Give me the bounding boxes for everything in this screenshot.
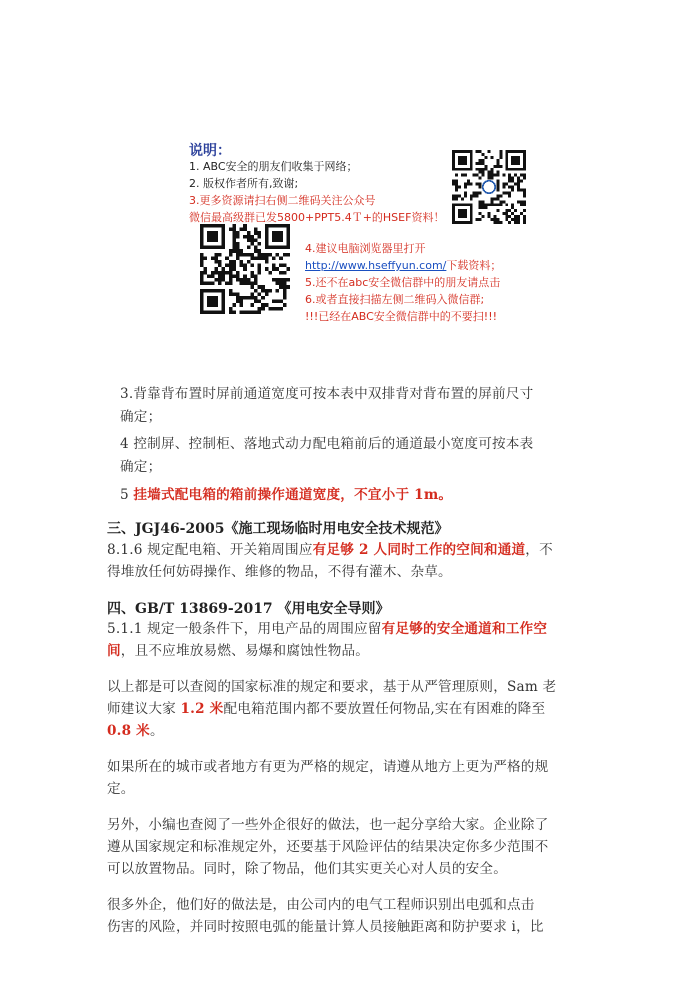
para3-line-3: 可以放置物品。同时，除了物品，他们其实更关心对人员的安全。	[107, 861, 508, 877]
notice-line-5: 4.建议电脑浏览器里打开	[305, 242, 426, 255]
para1-line-1: 以上都是可以查阅的国家标准的规定和要求，基于从严管理原则，Sam 老	[107, 679, 557, 695]
para1-text-red: 1.2 米	[180, 701, 224, 717]
sec4-text-red-2: 间	[107, 643, 121, 659]
para1-text-a: 师建议大家	[107, 701, 181, 717]
notice-line-4: 微信最高级群已发5800+PPT5.4Ｔ+的HSEF资料！	[189, 211, 445, 224]
para1-text-b: 配电箱范围内都不要放置任何物品,实在有困难的降至	[223, 701, 546, 717]
notice-link-line	[305, 257, 501, 274]
sec3-text-b: ，不	[525, 542, 553, 558]
para3-line-1: 另外，小编也查阅了一些外企很好的做法，也一起分享给大家。企业除了	[107, 817, 549, 833]
notice-line-3: 3.更多资源请扫右侧二维码关注公众号	[189, 194, 376, 207]
notice-line-1: 1. ABC安全的朋友们收集于网络；	[189, 160, 358, 173]
download-link[interactable]: http://www.hseffyun.com/	[305, 259, 447, 272]
para1-text-c: 。	[149, 723, 164, 739]
notice-line-7: 5.还不在abc安全微信群中的朋友请点击	[305, 276, 501, 289]
p5-prefix: 5	[120, 487, 134, 503]
p5-red: 挂墙式配电箱的箱前操作通道宽度，不宜小于 1m。	[133, 487, 453, 503]
notice-line-8: 6.或者直接扫描左侧二维码入微信群;	[305, 293, 485, 306]
sec4-text-red: 有足够的安全通道和工作空	[381, 621, 548, 637]
download-link-suffix: 下载资料；	[446, 259, 502, 272]
sec3-line-1	[107, 539, 553, 562]
section-3-heading: 三、JGJ46-2005《施工现场临时用电安全技术规范》	[107, 521, 449, 537]
para3-line-2: 遵从国家规定和标准规定外，还要基于风险评估的结果决定你多少范围不	[107, 839, 549, 855]
section-4-heading: 四、GB/T 13869-2017 《用电安全导则》	[107, 601, 390, 617]
notice-line-9: !!!已经在ABC安全微信群中的不要扫!!!	[305, 310, 498, 323]
p3-line-2: 确定；	[120, 409, 162, 425]
p3-line-1: 3.背靠背布置时屏前通道宽度可按本表中双排背对背布置的屏前尺寸	[120, 386, 534, 402]
sec3-text-a: 8.1.6 规定配电箱、开关箱周围应	[107, 542, 313, 558]
para1-line-3	[107, 720, 164, 743]
notice-title: 说明：	[189, 143, 231, 159]
p5-line	[120, 484, 452, 507]
p4-line-1: 4 控制屏、控制柜、落地式动力配电箱前后的通道最小宽度可按本表	[120, 436, 534, 452]
para1-text-red-2: 0.8 米	[107, 723, 150, 739]
sec4-line-2	[107, 640, 369, 663]
para2-line-2: 定。	[107, 781, 135, 797]
para2-line-1: 如果所在的城市或者地方有更为严格的规定，请遵从地方上更为严格的规	[107, 759, 549, 775]
qr-code-left-icon[interactable]	[200, 224, 290, 314]
sec4-line-1	[107, 618, 547, 641]
para4-line-2: 伤害的风险，并同时按照电弧的能量计算人员接触距离和防护要求 i，比	[107, 919, 544, 935]
sec4-text-b: ，且不应堆放易燃、易爆和腐蚀性物品。	[120, 643, 370, 659]
qr-code-right-icon[interactable]	[452, 150, 526, 224]
p4-line-2: 确定；	[120, 459, 162, 475]
para1-line-2	[107, 698, 545, 721]
sec3-text-red: 有足够 2 人同时工作的空间和通道	[312, 542, 526, 558]
sec3-line-2: 得堆放任何妨碍操作、维修的物品，不得有灌木、杂草。	[107, 564, 452, 580]
para4-line-1: 很多外企，他们好的做法是，由公司内的电气工程师识别出电弧和点击	[107, 897, 535, 913]
notice-line-2: 2. 版权作者所有,致谢;	[189, 177, 299, 190]
sec4-text-a: 5.1.1 规定一般条件下，用电产品的周围应留	[107, 621, 382, 637]
